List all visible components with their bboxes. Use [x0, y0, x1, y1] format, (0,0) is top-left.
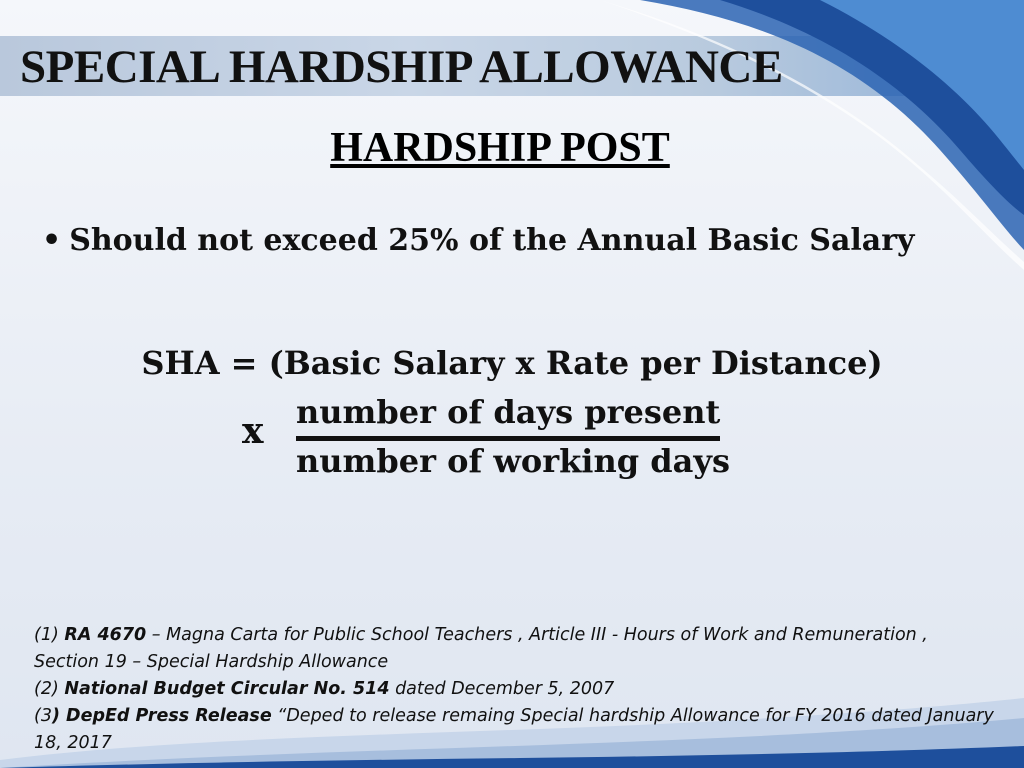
formula-denominator: number of working days	[296, 442, 730, 480]
reference-3: (3) DepEd Press Release “Deped to release remaing Special hardship Allowance for FY 2016 dated January	[34, 706, 994, 726]
reference-1: (1) RA 4670 – Magna Carta for Public School Teachers , Article III - Hours of Work and Remuneration ,	[34, 625, 928, 645]
formula-numerator: number of days present	[296, 393, 721, 431]
references	[34, 622, 1014, 757]
bullet-item	[42, 223, 914, 258]
fraction-bar	[296, 436, 720, 441]
formula-times: x	[242, 410, 264, 452]
bullet-text: Should not exceed 25% of the Annual Basic Salary	[69, 223, 915, 258]
reference-1-cont: Section 19 – Special Hardship Allowance	[34, 652, 389, 672]
formula-main: SHA = (Basic Salary x Rate per Distance)	[141, 344, 883, 382]
slide-title: SPECIAL HARDSHIP ALLOWANCE	[20, 41, 783, 93]
reference-2: (2) National Budget Circular No. 514 dated December 5, 2007	[34, 679, 615, 699]
slide-subtitle: HARDSHIP POST	[330, 125, 670, 171]
reference-3-cont: 18, 2017	[34, 733, 112, 753]
bullet-icon: •	[42, 223, 62, 258]
